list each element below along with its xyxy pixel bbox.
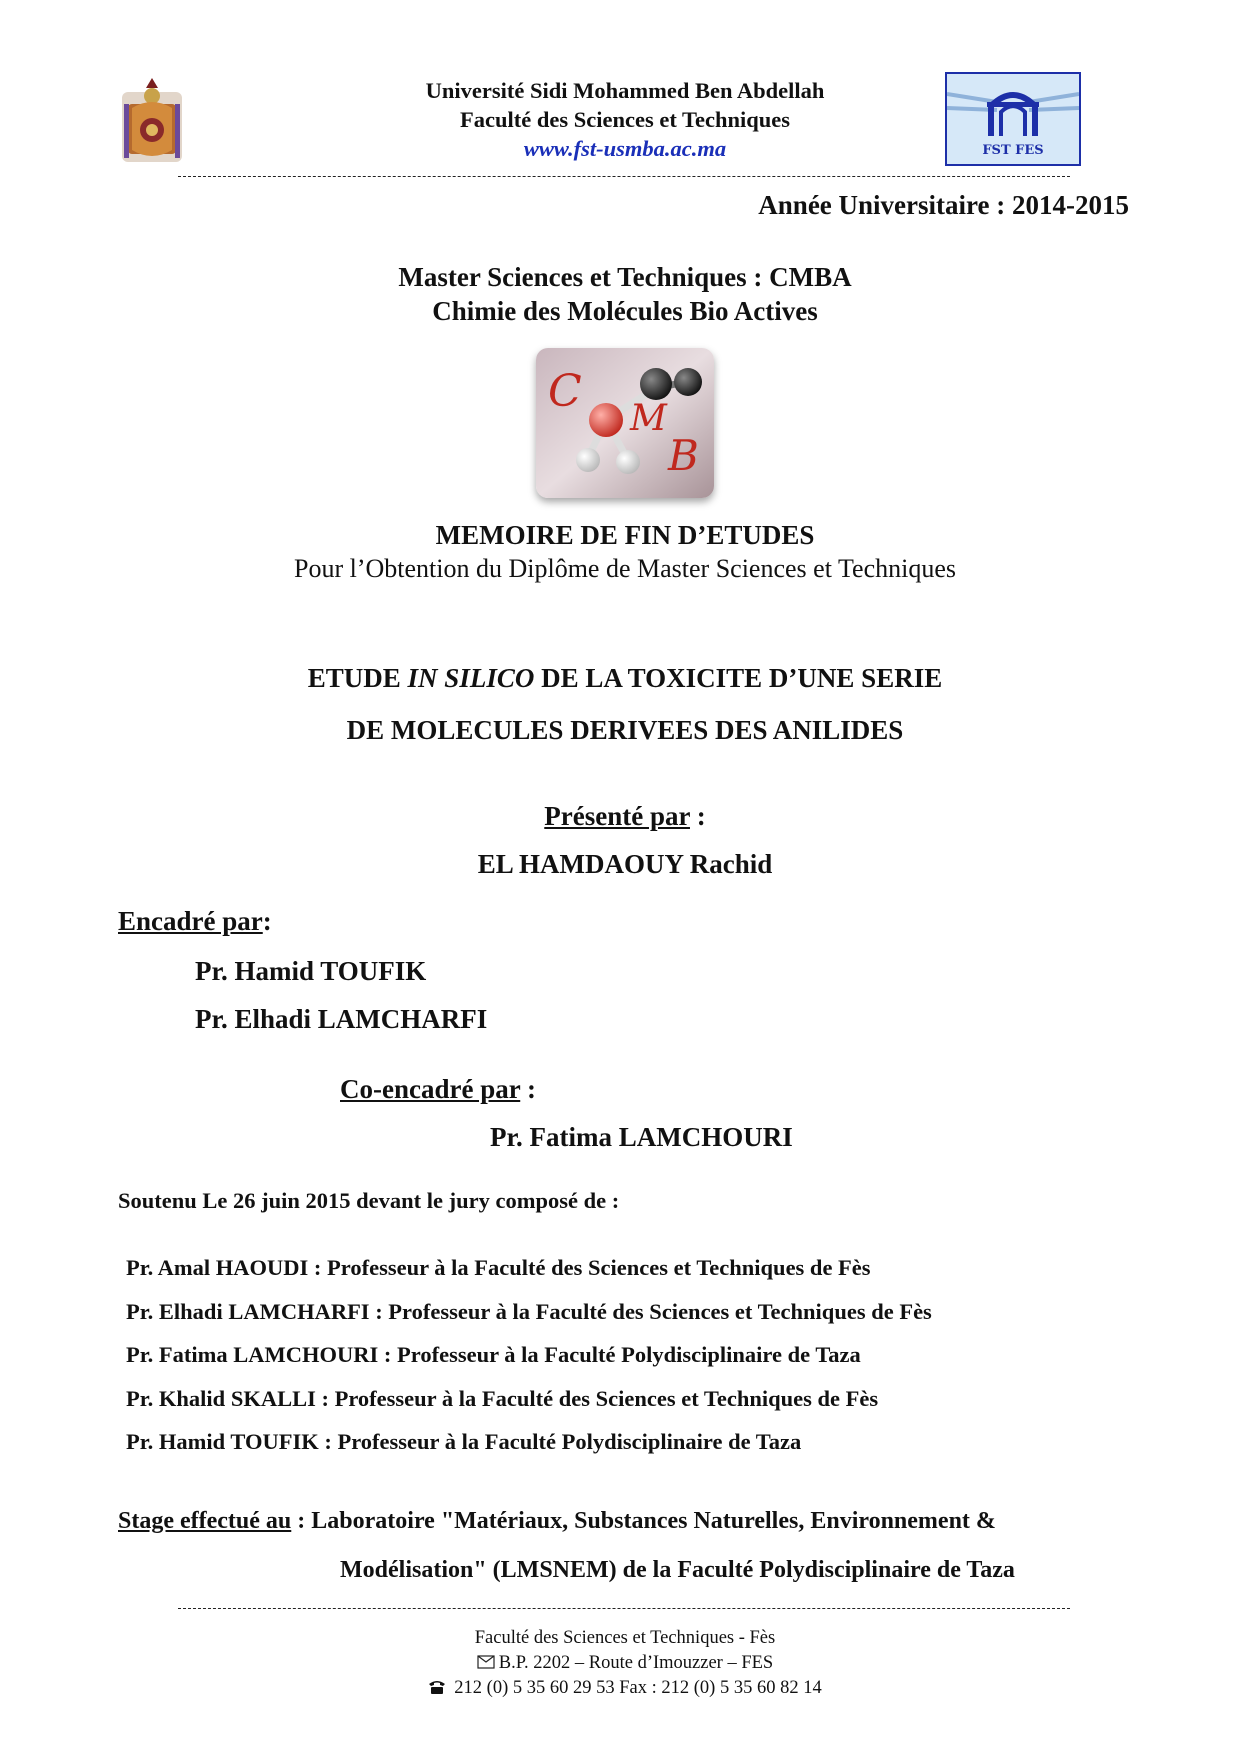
co-supervised-by-colon: : xyxy=(520,1074,536,1104)
faculty-website-link[interactable]: www.fst-usmba.ac.ma xyxy=(523,136,727,161)
university-header xyxy=(300,76,950,163)
thesis-title-part2: DE LA TOXICITE D’UNE SERIE xyxy=(534,663,943,693)
svg-text:C: C xyxy=(548,366,582,417)
footer xyxy=(300,1626,950,1701)
svg-text:B: B xyxy=(668,431,699,480)
co-supervised-by-label: Co-encadré par xyxy=(340,1074,521,1104)
supervisor-name: Pr. Elhadi LAMCHARFI xyxy=(195,1004,488,1034)
co-supervised-by-heading xyxy=(340,1074,536,1105)
jury-list xyxy=(126,1246,932,1464)
footer-address: B.P. 2202 – Route d’Imouzzer – FES xyxy=(498,1653,774,1673)
footer-phone-row xyxy=(300,1676,950,1701)
supervised-by-colon: : xyxy=(262,906,272,936)
university-name: Université Sidi Mohammed Ben Abdellah xyxy=(425,78,825,103)
jury-member: Pr. Khalid SKALLI : Professeur à la Faculté des Sciences et Techniques de Fès xyxy=(126,1385,879,1411)
svg-text:M: M xyxy=(630,398,667,439)
memoire-block xyxy=(200,518,1050,586)
faculty-name: Faculté des Sciences et Techniques xyxy=(460,107,790,132)
supervised-by-heading xyxy=(118,906,272,937)
thesis-title-italic: IN SILICO xyxy=(407,663,535,693)
thesis-title-line2: DE MOLECULES DERIVEES DES ANILIDES xyxy=(346,715,904,745)
internship-line1 xyxy=(118,1497,1118,1546)
presented-by-colon: : xyxy=(689,801,706,831)
cmb-molecule-logo xyxy=(536,348,714,498)
mailbox-icon xyxy=(477,1655,495,1669)
presented-by-label: Présenté par xyxy=(544,801,690,831)
footer-divider xyxy=(178,1608,1070,1609)
university-crest-icon xyxy=(118,74,186,166)
cmb-logo xyxy=(536,348,714,498)
presented-by-heading xyxy=(200,792,1050,840)
supervised-by-label: Encadré par xyxy=(118,906,263,936)
author-name: EL HAMDAOUY Rachid xyxy=(477,849,773,879)
jury-member: Pr. Amal HAOUDI : Professeur à la Faculté des Sciences et Techniques de Fès xyxy=(126,1255,871,1280)
thesis-title xyxy=(150,652,1100,756)
co-supervisor-name: Pr. Fatima LAMCHOURI xyxy=(490,1122,793,1152)
supervisor-name: Pr. Hamid TOUFIK xyxy=(195,956,427,986)
jury-member: Pr. Elhadi LAMCHARFI : Professeur à la Faculté des Sciences et Techniques de Fès xyxy=(126,1298,932,1324)
jury-member: Pr. Fatima LAMCHOURI : Professeur à la Faculté Polydisciplinaire de Taza xyxy=(126,1342,861,1367)
jury-member: Pr. Hamid TOUFIK : Professeur à la Faculté Polydisciplinaire de Taza xyxy=(126,1429,802,1454)
master-subtitle: Chimie des Molécules Bio Actives xyxy=(432,296,818,326)
thesis-title-part1: ETUDE xyxy=(307,663,408,693)
university-crest-logo xyxy=(118,74,186,166)
footer-phone-fax: 212 (0) 5 35 60 29 53 Fax : 212 (0) 5 35 60 82 14 xyxy=(454,1678,822,1698)
fst-fes-logo xyxy=(945,72,1081,166)
internship-line2: Modélisation" (LMSNEM) de la Faculté Polydisciplinaire de Taza xyxy=(340,1557,1015,1583)
academic-year: Année Universitaire : 2014-2015 xyxy=(758,190,1129,220)
thesis-title-line1 xyxy=(150,652,1100,704)
memoire-subtitle: Pour l’Obtention du Diplôme de Master Sciences et Techniques xyxy=(294,554,956,583)
presented-by xyxy=(200,792,1050,888)
footer-faculty: Faculté des Sciences et Techniques - Fès xyxy=(474,1628,776,1648)
fst-fes-label: FST FES xyxy=(982,143,1044,158)
memoire-title: MEMOIRE DE FIN D’ETUDES xyxy=(435,520,815,550)
footer-address-row xyxy=(300,1651,950,1676)
internship-info xyxy=(118,1497,1118,1595)
internship-label: Stage effectué au xyxy=(118,1508,292,1534)
master-title: Master Sciences et Techniques : CMBA xyxy=(398,262,852,292)
master-program xyxy=(260,260,990,328)
header-divider xyxy=(178,176,1070,177)
defense-statement: Soutenu Le 26 juin 2015 devant le jury composé de : xyxy=(118,1188,620,1213)
telephone-icon xyxy=(428,1679,446,1695)
internship-lab: : Laboratoire "Matériaux, Substances Naturelles, Environnement & xyxy=(291,1508,996,1534)
